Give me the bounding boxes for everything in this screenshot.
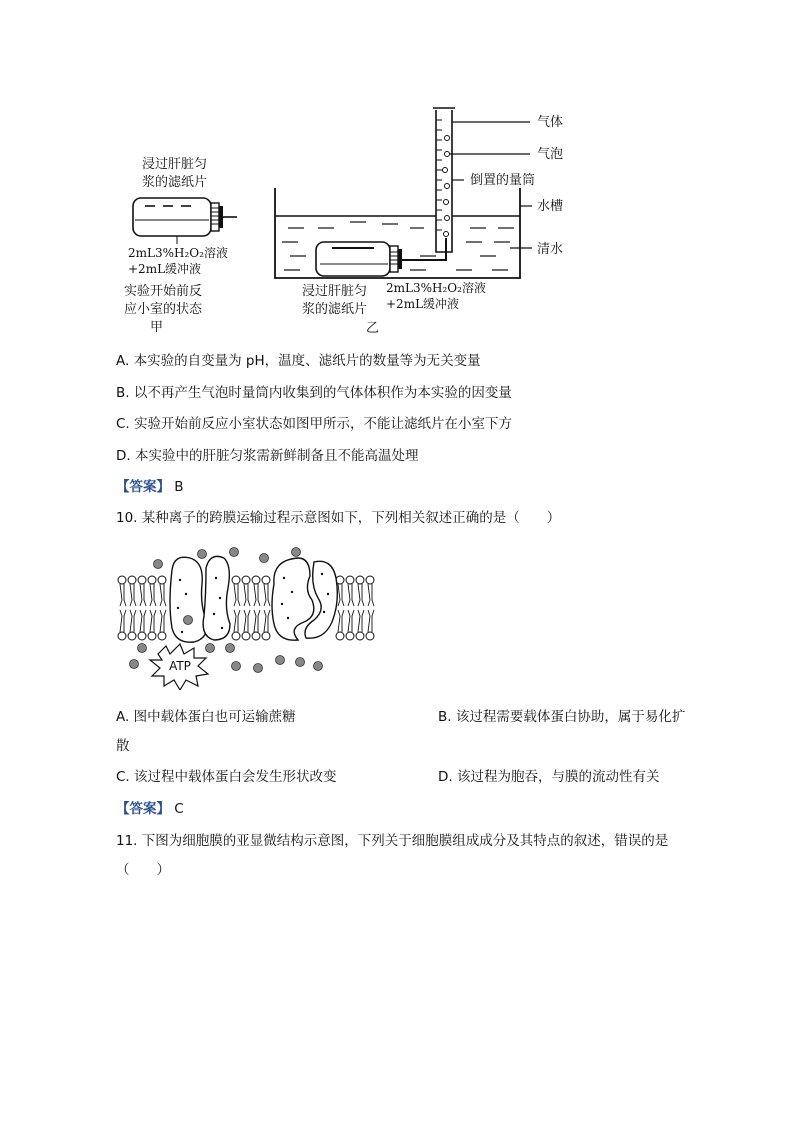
solution-label-jia-line2: +2mL缓冲液	[128, 262, 202, 276]
q11-stem-line1: 11. 下图为细胞膜的亚显微结构示意图，下列关于细胞膜组成成分及其特点的叙述，错误的是	[116, 833, 669, 849]
answer-label: 【答案】	[116, 479, 170, 495]
q9-answer	[116, 477, 184, 497]
solution-label-yi-line1: 2mL3%H₂O₂溶液	[386, 281, 486, 295]
answer-value: B	[174, 479, 184, 495]
q9-option-b: B. 以不再产生气泡时量筒内收集到的气体体积作为本实验的因变量	[116, 385, 512, 401]
caption-jia-line2: 应小室的状态	[124, 302, 203, 317]
q10-stem: 10. 某种离子的跨膜运输过程示意图如下，下列相关叙述正确的是（ ）	[116, 510, 561, 526]
solution-label-yi-line2: +2mL缓冲液	[386, 297, 460, 311]
q9-option-a: A. 本实验的自变量为 pH，温度、滤纸片的数量等为无关变量	[116, 353, 481, 369]
label-inverted-cylinder: 倒置的量筒	[470, 173, 536, 188]
answer-value: C	[174, 801, 184, 817]
caption-yi: 乙	[366, 321, 380, 336]
answer-label: 【答案】	[116, 801, 170, 817]
label-bubble: 气泡	[537, 147, 564, 162]
caption-jia-line1: 实验开始前反	[124, 284, 203, 299]
q10-option-d: D. 该过程为胞吞，与膜的流动性有关	[438, 769, 660, 785]
q10-option-c: C. 该过程中载体蛋白会发生形状改变	[116, 769, 337, 785]
q9-option-d: D. 本实验中的肝脏匀浆需新鲜制备且不能高温处理	[116, 448, 419, 464]
q10-option-a: A. 图中载体蛋白也可运输蔗糖	[116, 709, 296, 725]
filter-paper-label-line1: 浸过肝脏匀	[142, 157, 208, 172]
q11-stem-line2: （ ）	[116, 862, 170, 878]
q10-answer	[116, 799, 184, 819]
q10-option-b-line2: 散	[116, 738, 130, 754]
q10-option-b-line1: B. 该过程需要载体蛋白协助，属于易化扩	[438, 709, 686, 725]
label-trough: 水槽	[537, 199, 564, 214]
q9-option-c: C. 实验开始前反应小室状态如图甲所示，不能让滤纸片在小室下方	[116, 416, 513, 432]
filter-paper-yi-line1: 浸过肝脏匀	[302, 284, 368, 299]
label-gas: 气体	[537, 115, 564, 130]
membrane-transport-diagram	[114, 544, 380, 690]
water-trough-apparatus	[270, 102, 570, 284]
label-water: 清水	[537, 242, 564, 257]
caption-jia-line3: 甲	[150, 320, 164, 335]
solution-label-jia-line1: 2mL3%H₂O₂溶液	[128, 246, 228, 260]
filter-paper-yi-line2: 浆的滤纸片	[302, 302, 368, 317]
atp-label: ATP	[169, 659, 191, 673]
reaction-chamber-jia	[125, 192, 245, 244]
filter-paper-label-line2: 浆的滤纸片	[142, 175, 208, 190]
